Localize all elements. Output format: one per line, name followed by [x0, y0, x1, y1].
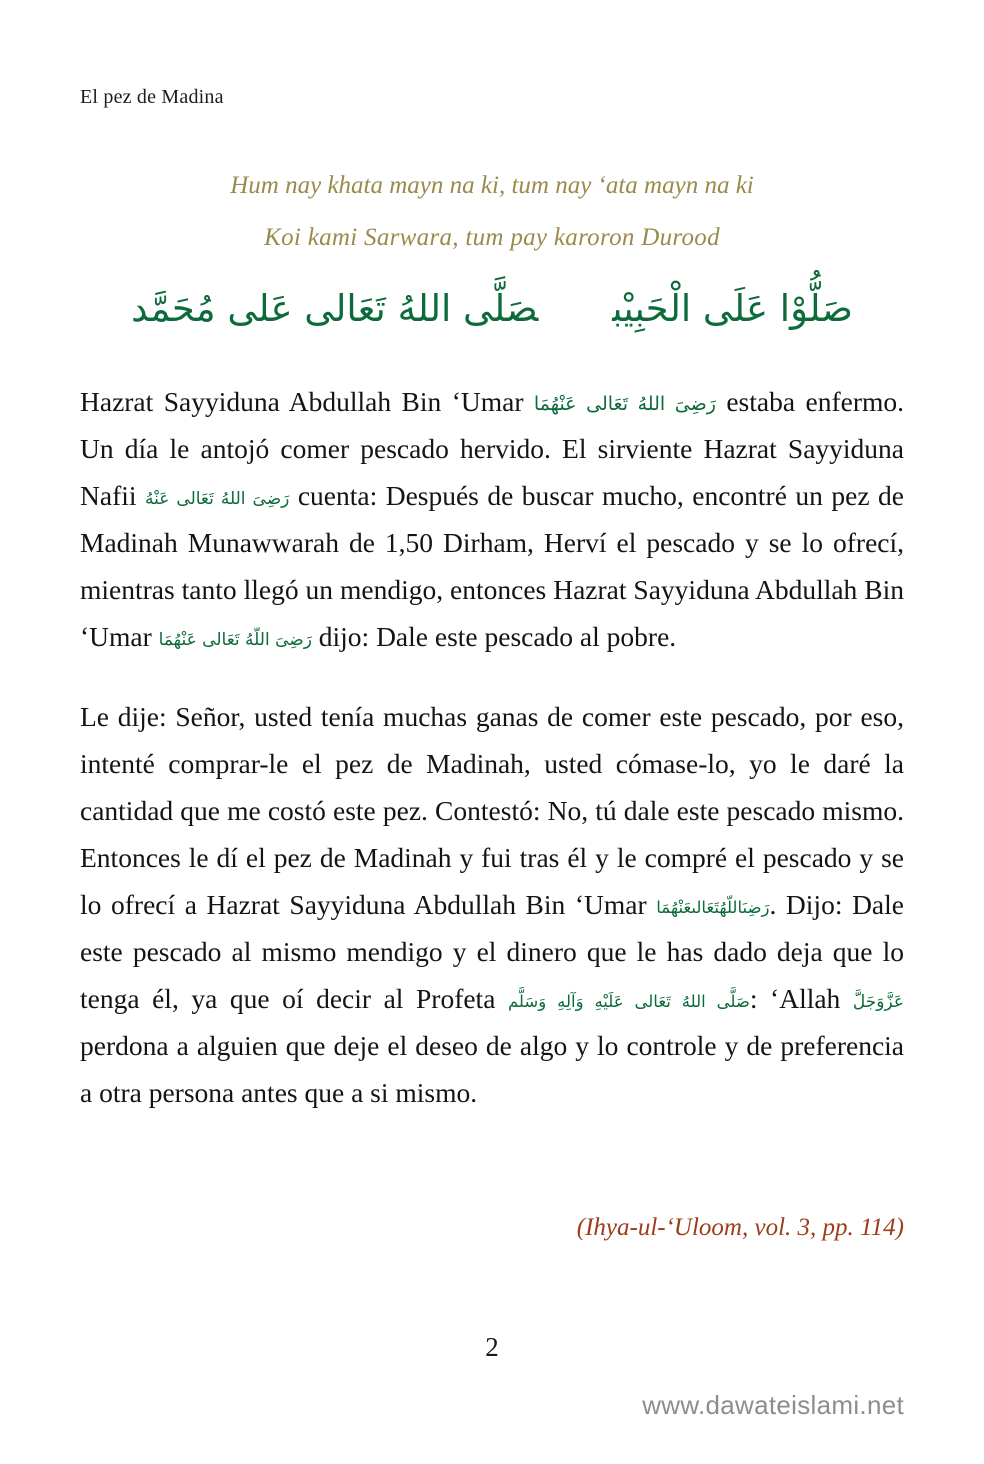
footer-website-url: www.dawateislami.net [642, 1390, 904, 1420]
para1-text-1: Hazrat Sayyiduna Abdullah Bin ‘Umar [80, 386, 534, 417]
para2-text-4: perdona a alguien que deje el deseo de algo y lo controle y de preferencia a otra persona antes que a si mismo. [80, 1030, 904, 1108]
body-copy [80, 378, 904, 1116]
paragraph-2 [80, 693, 904, 1116]
honorific-azzawajal: عَزَّوَجَلَّ [852, 992, 904, 1012]
page-number: 2 [485, 1332, 499, 1362]
source-citation: (Ihya-ul-‘Uloom, vol. 3, pp. 114) [576, 1214, 904, 1241]
honorific-sallallahu-alayhi-wasallam: صَلَّى اللهُ تَعَالى عَلَيْهِ وَآلِهِ وَسَلَّم [507, 992, 750, 1011]
paragraph-1 [80, 378, 904, 660]
honorific-radiallahu-anhu: رَضِىَ اللهُ تَعَالى عَنْهُ [145, 489, 290, 509]
couplet-line-1: Hum nay khata mayn na ki, tum nay ‘ata mayn na ki [230, 172, 754, 199]
honorific-radiallahu-anhuma-1: رَضِىَ اللهُ تَعَالى عَنْهُمَا [533, 393, 716, 415]
para1-text-2: estaba enfermo. Un día le antojó comer pescado hervido. El sirviente Hazrat Sayyiduna Nafii [80, 386, 904, 511]
para2-text-1: Le dije: Señor, usted tenía muchas ganas de comer este pescado, por eso, intenté comprar-le el pez de Madinah, usted cómase-lo, yo le daré la cantidad que me costó este pez. Contestó: No, tú dale este pescado mismo. Entonces le dí el pez de Madinah y fui tras él y le compré el pescado y se lo ofrecí a Hazrat Sayyiduna Abdullah Bin ‘Umar [80, 701, 904, 920]
honorific-radiallahu-anhuma-2: رَضِىَ اللّهُ تَعَالى عَنْهُمَا [158, 630, 312, 650]
running-header-title: El pez de Madina [80, 86, 224, 108]
para2-text-3: : ‘Allah [749, 983, 853, 1014]
couplet-line-2: Koi kami Sarwara, tum pay karoron Durood [264, 224, 720, 251]
salawat-segment-right: صَلُّوْا عَلَى الْحَبِيْب [612, 287, 853, 330]
honorific-radiallahu-anhuma-3: رَضِىَاللّهُتَعَالىعَنْهُمَا [656, 898, 770, 917]
salawat-segment-left: صَلَّى اللهُ تَعَالى عَلى مُحَمَّد [131, 287, 539, 330]
salawat-banner [80, 276, 904, 342]
para1-text-4: dijo: Dale este pescado al pobre. [311, 621, 677, 652]
para2-text-2: . Dijo: Dale este pescado al mismo mendigo y el dinero que le has dado deja que lo tenga él, ya que oí decir al Profeta [80, 889, 904, 1014]
poetry-couplet [80, 160, 904, 264]
para1-text-3: cuenta: Después de buscar mucho, encontré un pez de Madinah Munawwarah de 1,50 Dirham, Herví el pescado y se lo ofrecí, mientras tanto llegó un mendigo, entonces Hazrat Sayyiduna Abdullah Bin ‘Umar [80, 480, 904, 652]
